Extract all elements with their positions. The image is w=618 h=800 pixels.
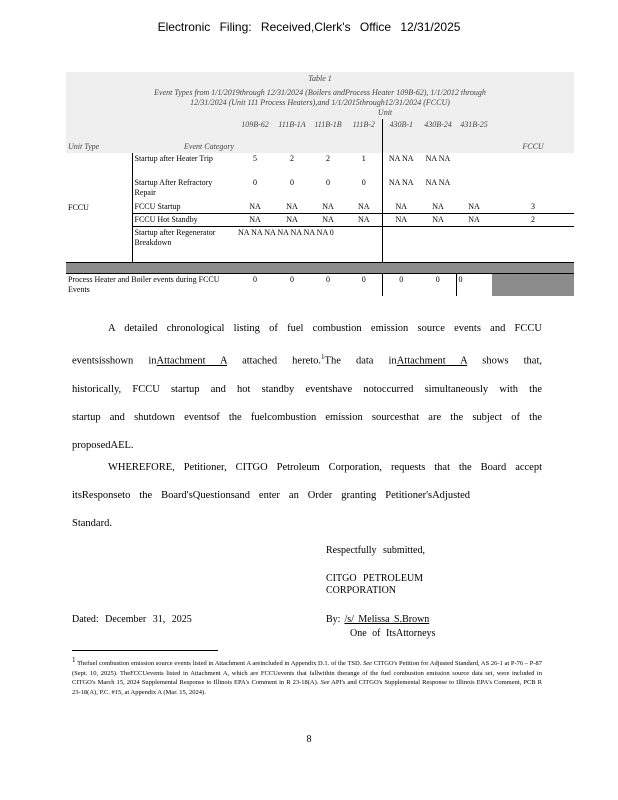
table-cell: NA <box>432 202 444 211</box>
table-cell: 0 <box>290 275 294 284</box>
table-title: Table 1 <box>308 74 332 83</box>
table-cell: 2 <box>531 215 536 224</box>
col-header-111b-1a: 111B-1A <box>278 120 306 129</box>
table-cell: NA <box>322 215 334 224</box>
col-header-431b-25: 431B-25 <box>460 120 488 129</box>
footnote: 1 Thefuel combustion emission source events listed in Attachment A areincluded in Appendix D.1. of the TSD. See CITGO's Petition for Adjusted Standard, AS 26-1 at P-76 – P-87 (Sept. 10, 2025). TheFCCUevents listed in Attachment A, which are FCCUevents that fallwithin therange of the fuel combustion emission source data set, were included in CITGO's March 15, 2024 Supplemental Response to Illinois EPA's Comment in R 23-18(A). See API's and CITGO's Supplemental Response to Illinois EPA's Comment, PCB R 23-18(A), P.C. #15, at Appendix A (Mar. 15, 2024). <box>72 656 542 696</box>
col-header-111b-1b: 111B-1B <box>314 120 342 129</box>
table-cell: 0 <box>326 178 330 187</box>
paragraph-attachment <box>72 315 542 460</box>
signature-line: By: /s/ Melissa S.Brown <box>326 614 470 626</box>
table-cell: NA <box>432 215 444 224</box>
total-label: Process Heater and Boiler events during FCCU Events <box>68 275 220 294</box>
event-types-table <box>66 72 574 296</box>
unit-group-label: Unit <box>377 108 393 117</box>
text-line: WHEREFORE, Petitioner, CITGO Petroleum Corporation, requests that the Board accept <box>108 462 542 473</box>
table-cell: NA <box>382 214 420 227</box>
dated-line: Dated: December 31, 2025 <box>72 614 192 625</box>
page-number: 8 <box>306 734 312 745</box>
table-cell: NA <box>249 202 261 211</box>
event-category-cell: FCCU Hot Standby <box>134 215 198 224</box>
signer-role: One of ItsAttorneys <box>350 628 436 639</box>
table-cell: 0 <box>382 274 420 297</box>
table-cell: NA <box>286 215 298 224</box>
table-cell: 0 <box>326 275 330 284</box>
table-cell: NA NA <box>425 178 451 187</box>
table-cell: 0 <box>290 178 294 187</box>
attachment-a-link: Attachment A <box>156 355 228 367</box>
table-cell: 0 <box>361 275 366 284</box>
col-header-111b-2: 111B-2 <box>352 120 375 129</box>
col-header-430b-1: 430B-1 <box>382 119 420 153</box>
table-cell: 0 <box>253 275 257 284</box>
table-cell: NA <box>382 201 420 214</box>
filing-header: Electronic Filing: Received,Clerk's Office 12/31/2025 <box>157 20 461 34</box>
closing: Respectfully submitted, <box>326 545 425 556</box>
footnote-divider <box>72 650 218 651</box>
table-cell: NA <box>357 202 370 211</box>
attachment-a-link: Attachment A <box>396 355 468 367</box>
event-category-cell: Startup after Regenerator Breakdown <box>134 228 216 247</box>
unit-type-cell: FCCU <box>66 153 132 263</box>
table-cell <box>456 153 574 177</box>
table-cell: 5 <box>253 154 257 163</box>
text-line: startup and shutdown eventsof the fuelcombustion emission sourcesthat are the subject of the <box>72 411 542 423</box>
col-header-event-category: Event Category <box>184 142 234 151</box>
col-header-unit-type: Unit Type <box>68 142 100 151</box>
company-name: CITGO PETROLEUM CORPORATION <box>326 573 424 596</box>
merged-values-cell: NA NA NA NA NA NA NA 0 <box>238 228 334 237</box>
paragraph-wherefore <box>72 454 542 538</box>
table-subtitle-2: 12/31/2024 (Unit 111 Process Heaters),and 1/1/2015through12/31/2024 (FCCU) <box>190 98 450 107</box>
col-header-109b-62: 109B-62 <box>241 120 269 129</box>
text-line: eventsisshown inAttachment A attached hereto.$^1$The data inAttachment A shows that, <box>72 353 542 367</box>
table-cell: 0 <box>456 274 492 297</box>
table-cell: NA <box>468 215 480 224</box>
table-subtitle-1: Event Types from 1/1/2019through 12/31/2024 (Boilers andProcess Heater 109B-62), 1/1/2012 through <box>154 88 486 97</box>
table-cell: NA <box>322 202 334 211</box>
table-cell: 0 <box>435 275 440 284</box>
table-cell: NA NA <box>382 177 420 201</box>
table-cell: NA <box>249 215 261 224</box>
table-cell: NA <box>286 202 298 211</box>
text-line: Standard. <box>72 518 112 529</box>
table-cell: 2 <box>290 154 294 163</box>
signer-name: /s/ Melissa S.Brown <box>344 614 430 625</box>
shaded-divider <box>66 263 574 274</box>
table-cell: 2 <box>326 154 330 163</box>
table-cell: NA <box>357 215 370 224</box>
text-line: proposedAEL. <box>72 439 134 451</box>
text-line: historically, FCCU startup and hot standby eventshave notoccurred simultaneously with the <box>72 383 542 395</box>
table-cell: 0 <box>253 178 257 187</box>
table-cell: 3 <box>531 202 536 211</box>
footnote-ref: 1 <box>321 353 325 361</box>
text-line: itsResponseto the Board'sQuestionsand enter an Order granting Petitioner'sAdjusted <box>72 490 470 501</box>
table-cell: NA NA <box>425 154 451 163</box>
event-category-cell: Startup after Heater Trip <box>134 154 213 163</box>
table-cell: 0 <box>361 178 366 187</box>
event-category-cell: FCCU Startup <box>134 202 181 211</box>
table-cell: NA NA <box>382 153 420 177</box>
col-header-430b-24: 430B-24 <box>424 120 452 129</box>
table-cell: 1 <box>361 154 366 163</box>
text-line: A detailed chronological listing of fuel combustion emission source events and FCCU <box>108 323 542 334</box>
col-header-fccu: FCCU <box>522 142 544 151</box>
table-cell <box>456 177 574 201</box>
table-cell: NA <box>468 202 480 211</box>
event-category-cell: Startup After Refractory Repair <box>134 178 213 197</box>
